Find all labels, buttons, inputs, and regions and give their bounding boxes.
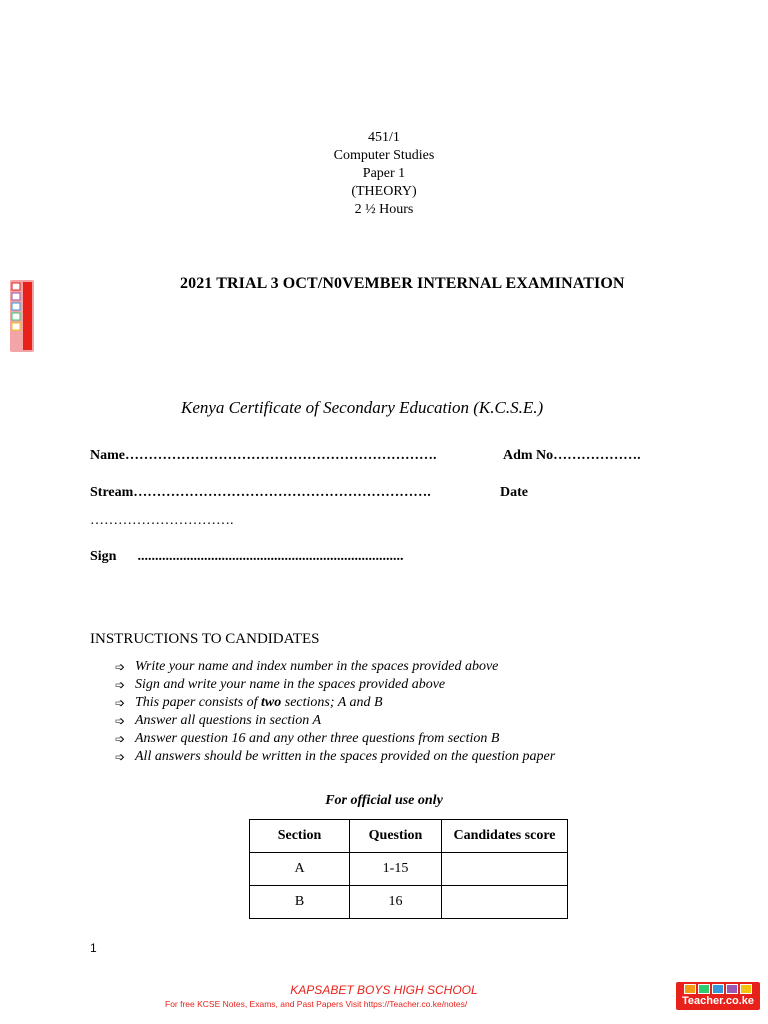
paper-number: Paper 1 bbox=[362, 166, 406, 181]
table-cell: 16 bbox=[350, 886, 442, 919]
arrow-bullet-icon: ➩ bbox=[115, 678, 126, 692]
instruction-item: ➩ Answer all questions in section A bbox=[115, 713, 322, 728]
table-row bbox=[250, 853, 568, 886]
arrow-bullet-icon: ➩ bbox=[115, 660, 126, 674]
instructions-list bbox=[115, 658, 555, 766]
date-label: Date bbox=[500, 485, 528, 500]
score-cell[interactable] bbox=[442, 853, 568, 886]
instruction-item: ➩ This paper consists of two sections; A and B bbox=[115, 695, 383, 710]
arrow-bullet-icon: ➩ bbox=[115, 732, 126, 746]
column-header: Question bbox=[350, 820, 442, 853]
certificate-title: Kenya Certificate of Secondary Education (K.C.S.E.) bbox=[181, 398, 544, 417]
page-number: 1 bbox=[90, 941, 97, 955]
footer-logo bbox=[676, 982, 760, 1010]
logo-squares-icon bbox=[676, 982, 760, 995]
teacher-logo-icon bbox=[10, 280, 34, 352]
instructions-heading: INSTRUCTIONS TO CANDIDATES bbox=[90, 631, 320, 647]
table-header-row bbox=[250, 820, 568, 853]
arrow-bullet-icon: ➩ bbox=[115, 750, 126, 764]
table-cell: A bbox=[250, 853, 350, 886]
paper-duration: 2 ½ Hours bbox=[354, 202, 414, 217]
arrow-bullet-icon: ➩ bbox=[115, 696, 126, 710]
adm-no-field[interactable]: Adm No………………. bbox=[503, 448, 641, 463]
logo-text: Teacher.co.ke bbox=[682, 995, 754, 1007]
table-row bbox=[250, 886, 568, 919]
table-cell: 1-15 bbox=[350, 853, 442, 886]
column-header: Candidates score bbox=[442, 820, 568, 853]
school-name: KAPSABET BOYS HIGH SCHOOL bbox=[290, 983, 478, 997]
instruction-item: ➩ Write your name and index number in the spaces provided above bbox=[115, 659, 499, 674]
official-use-table bbox=[249, 819, 568, 919]
paper-code: 451/1 bbox=[368, 130, 400, 145]
official-use-caption: For official use only bbox=[325, 793, 443, 808]
instruction-item: ➩ All answers should be written in the spaces provided on the question paper bbox=[115, 749, 556, 764]
visit-link[interactable]: For free KCSE Notes, Exams, and Past Papers Visit https://Teacher.co.ke/notes/ bbox=[165, 999, 468, 1009]
exam-title: 2021 TRIAL 3 OCT/N0VEMBER INTERNAL EXAMINATION bbox=[180, 275, 625, 292]
side-logo bbox=[10, 280, 34, 352]
score-cell[interactable] bbox=[442, 886, 568, 919]
paper-type: (THEORY) bbox=[351, 184, 417, 199]
stream-field[interactable]: Stream………………………………………………………. bbox=[90, 485, 431, 500]
subject-name: Computer Studies bbox=[333, 148, 435, 163]
name-field[interactable]: Name…………………………………………………………. bbox=[90, 448, 437, 463]
instruction-item: ➩ Sign and write your name in the spaces provided above bbox=[115, 677, 446, 692]
date-field[interactable]: …………………………. bbox=[90, 513, 234, 528]
column-header: Section bbox=[250, 820, 350, 853]
arrow-bullet-icon: ➩ bbox=[115, 714, 126, 728]
sign-field[interactable]: Sign ............................................................................ bbox=[90, 549, 404, 564]
instruction-item: ➩ Answer question 16 and any other three questions from section B bbox=[115, 731, 500, 746]
table-cell: B bbox=[250, 886, 350, 919]
